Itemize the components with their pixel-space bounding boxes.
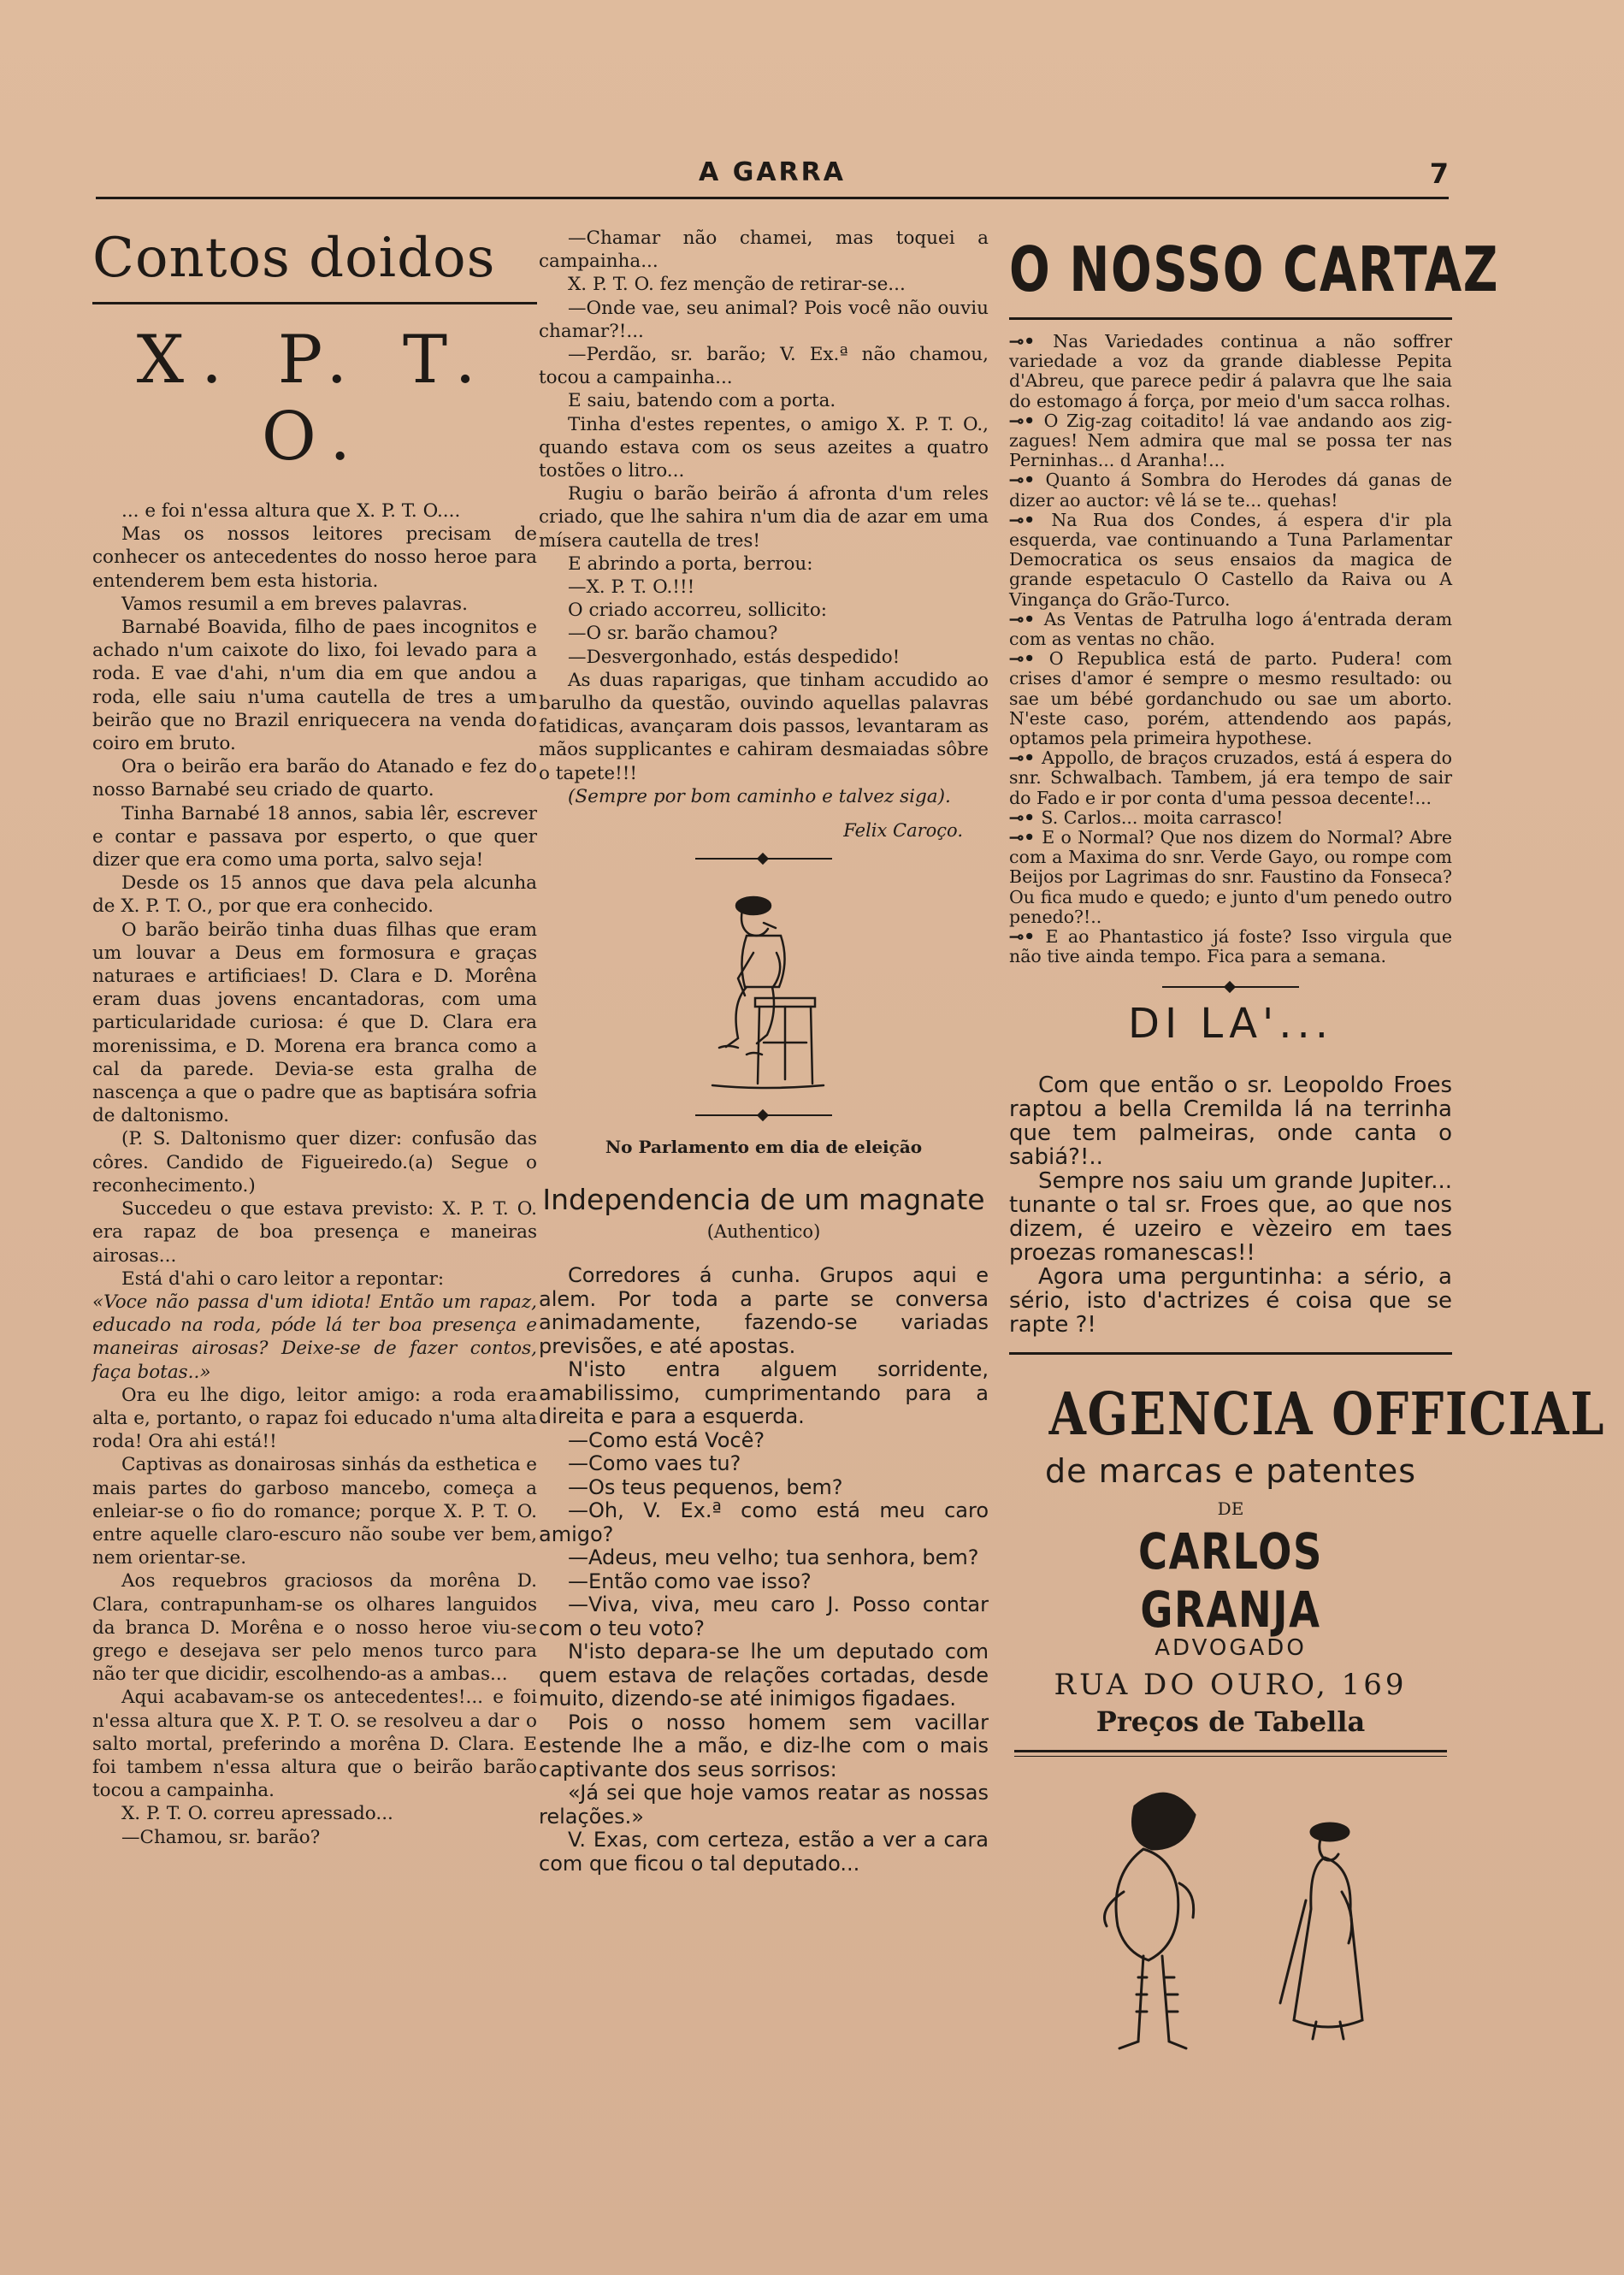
advertisement [1009,1380,1606,1757]
paragraph: —Chamar não chamei, mas toquei a campainha... [539,228,989,273]
ad-de: DE [1217,1498,1244,1519]
paragraph: —Viva, viva, meu caro J. Posso contar com o teu voto? [539,1592,989,1640]
pointer-icon: ⊸• [1009,648,1049,670]
cartaz-item: ⊸• Na Rua dos Condes, á espera d'ir pla esquerda, vae continuando a Tuna Parlamentar Democratica os seus ensaios da magica de grande espetaculo O Castello da Raiva ou A Vingança do Grão-Turco. [1009,509,1452,610]
page-header [96,157,1449,199]
column-contos-doidos [92,227,537,1849]
pointer-icon: ⊸• [1009,827,1042,848]
paragraph: Ora o beirão era barão do Atanado e fez do nosso Barnabé seu criado de quarto. [92,756,537,801]
ornament-divider [695,858,832,860]
column-middle [539,227,989,1876]
ornament-divider [1162,986,1299,988]
paragraph: X. P. T. O. fez menção de retirar-se... [568,274,906,296]
paragraph: Ora eu lhe digo, leitor amigo: a roda era alta e, portanto, o rapaz foi educado n'uma alta roda! Ora ahi está!! [92,1384,537,1453]
pointer-icon: ⊸• [1009,470,1046,491]
column-cartaz [1009,227,1606,2080]
pointer-icon: ⊸• [1009,410,1044,431]
paragraph: Com que então o sr. Leopoldo Froes raptou a bella Cremilda lá na terrinha que tem palmeiras, onde canta o sabiá?!.. [1009,1072,1452,1170]
paragraph: —Onde vae, seu animal? Pois você não ouviu chamar?!... [539,297,989,342]
paragraph: Mas os nossos leitores precisam de conhecer os antecedentes do nosso heroe para entenderem bem esta historia. [92,523,537,592]
paragraph: Vamos resumil a em breves palavras. [121,593,468,615]
seated-man-illustration [627,872,901,1102]
paragraph: Aqui acabavam-se os antecedentes!... e foi n'essa altura que X. P. T. O. se resolveu a dar o salto mortal, preferindo a morêna D. Clara. E foi tambem n'essa altura que o beirão barão tocou a campainha. [92,1687,537,1802]
ad-role: ADVOGADO [1155,1634,1307,1661]
cartaz-item: ⊸• Appollo, de braços cruzados, está á espera do snr. Schwalbach. Tambem, já era tempo de sair do Fado e ir por conta d'uma pessoa decente!... [1009,748,1452,808]
paragraph: O criado accorreu, sollicito: [568,600,828,622]
paragraph: V. Exas, com certeza, estão a ver a cara com que ficou o tal deputado... [539,1828,989,1876]
paragraph: Desde os 15 annos que dava pela alcunha de X. P. T. O., por que era conhecido. [92,872,537,918]
illustration-caption: No Parlamento em dia de eleição [605,1137,923,1158]
paragraph: «Já sei que hoje vamos reatar as nossas relações.» [539,1781,989,1829]
paragraph: —Oh, V. Ex.ª como está meu caro amigo? [539,1498,989,1546]
section-title-cartaz: O NOSSO CARTAZ [1009,233,1500,305]
pointer-icon: ⊸• [1009,926,1046,948]
paragraph: Corredores á cunha. Grupos aqui e alem. Por toda a parte se conversa animadamente, fazendo-se variadas previsões, e até apostas. [539,1263,989,1358]
paragraph: O barão beirão tinha duas filhas que eram um louvar a Deus em formosura e graças naturaes e artificiaes! D. Clara e D. Morêna eram duas jovens encantadoras, com uma particularidade curiosa: é que D. Clara era morenissima, e D. Morena era branca como a cal da parede. Devia-se esta gralha de nascença a que o padre que as baptisára sofria de daltonismo. [92,919,537,1127]
cartaz-item: ⊸• O Zig-zag coitadito! lá vae andando aos zig-zagues! Nem admira que mal se possa ter nas Perninhas... d Aranha!... [1009,410,1452,471]
paragraph: —Como vaes tu? [568,1451,741,1476]
author-signature: Felix Caroço. [843,820,963,842]
paragraph: Sempre nos saiu um grande Jupiter... tunante o tal sr. Froes que, ao que nos dizem, é uzeiro e vèzeiro em taes proezas romanescas!! [1009,1167,1452,1266]
paragraph: —Como está Você? [568,1427,765,1452]
pointer-icon: ⊸• [1009,807,1042,828]
paragraph: N'isto entra alguem sorridente, amabilissimo, cumprimentando para a direita e para a esquerda. [539,1357,989,1429]
page-number: 7 [1429,157,1449,190]
ad-precos: Preços de Tabella [1095,1705,1366,1738]
paragraph: —X. P. T. O.!!! [568,576,695,599]
cartaz-item: ⊸• E ao Phantastico já foste? Isso virgula que não tive ainda tempo. Fica para a semana. [1009,926,1453,967]
paragraph: E saiu, batendo com a porta. [568,390,836,412]
ad-marcas: de marcas e patentes [1044,1451,1417,1490]
paragraph: X. P. T. O. correu apressado... [121,1803,393,1825]
paragraph: Rugiu o barão beirão á afronta d'um reles criado, que lhe sahira n'um dia de azar em uma mísera cautella de tres! [539,483,989,552]
article-body [539,1264,989,1876]
paragraph: (P. S. Daltonismo quer dizer: confusão das côres. Candido de Figueiredo.(a) Segue o reconhecimento.) [92,1128,537,1197]
paragraph: As duas raparigas, que tinham accudido ao barulho da questão, ouvindo aquellas palavras fatidicas, avançaram dois passos, levantaram as mãos supplicantes e cahiram desmaiadas sôbre o tapete!!! [539,669,989,784]
divider [1009,317,1452,320]
paragraph: Succedeu o que estava previsto: X. P. T. O. era rapaz de boa presença e maneiras airosas... [92,1198,537,1267]
pointer-icon: ⊸• [1009,509,1052,530]
section-title-dila: DI LA'... [1127,999,1334,1048]
paper-name: A GARRA [699,157,846,187]
ornament-divider [695,1114,832,1116]
two-figures-illustration [1042,1772,1419,2080]
paragraph: Aos requebros graciosos da morêna D. Clara, contrapunham-se os olhares languidos da branca D. Morêna e o nosso heroe viu-se grego e desejava ser pelo menos turco para não ter que dicidir, escolhendo-as a ambas... [92,1570,537,1686]
ad-agency: AGENCIA OFFICIAL [1048,1380,1606,1449]
paragraph: —Então como vae isso? [568,1569,812,1593]
paragraph-quote: «Voce não passa d'um idiota! Então um rapaz, educado na roda, póde lá ter boa presença e maneiras airosas? Deixe-se de fazer contos, faça botas..» [92,1291,537,1383]
article-subtitle: (Authentico) [706,1221,821,1243]
paragraph: ... e foi n'essa altura que X. P. T. O.... [121,500,461,522]
paragraph: Está d'ahi o caro leitor a repontar: [121,1268,445,1290]
pointer-icon: ⊸• [1009,748,1042,769]
ad-address: RUA DO OURO, 169 [1054,1667,1408,1702]
cartaz-item: ⊸• O Republica está de parto. Pudera! com crises d'amor é sempre o mesmo resultado: ou sae um bébé gordanchudo ou sae um aborto. N'este caso, porém, attendendo aos papás, optamos pela primeira hypothese. [1009,648,1452,749]
paragraph: Pois o nosso homem sem vacillar estende lhe a mão, e diz-lhe com o mais captivante dos seus sorrisos: [539,1710,989,1782]
paragraph: Barnabé Boavida, filho de paes incognitos e achado n'um caixote do lixo, foi levado para a roda. E vae d'ahi, n'um dia em que andou a roda, elle saiu n'uma cautella de tres a um beirão que no Brazil enriquecera na venda do coiro em bruto. [92,617,537,755]
ad-name: CARLOS GRANJA [1137,1522,1324,1639]
story-subtitle: X. P. T. O. [136,322,493,476]
paragraph-continuation-note: (Sempre por bom caminho e talvez siga). [568,785,951,807]
divider [1009,1352,1452,1355]
cartaz-item: ⊸• S. Carlos... moita carrasco! [1009,807,1284,828]
paragraph: Tinha Barnabé 18 annos, sabia lêr, escrever e contar e passava por esperto, o que quer dizer que era como uma porta, salvo seja! [92,802,537,872]
paragraph: —Chamou, sr. barão? [121,1826,321,1848]
cartaz-item: ⊸• E o Normal? Que nos dizem do Normal? Abre com a Maxima do snr. Verde Gayo, ou rompe com Beijos por Lagrimas do snr. Faustino da Fonseca? Ou fica mudo e quedo; e junto d'um penedo outro penedo?!.. [1009,827,1453,927]
cartaz-item: ⊸• Nas Variedades continua a não soffrer variedade a voz da grande diablesse Pepita d'Abreu, que parece pedir á palavra que lhe saia do estomago á força, por meio d'um sacca rolhas. [1009,331,1452,411]
pointer-icon: ⊸• [1009,331,1054,352]
pointer-icon: ⊸• [1009,608,1044,629]
paragraph: —O sr. barão chamou? [568,623,778,645]
paragraph: —Os teus pequenos, bem? [568,1474,843,1499]
story-title: Contos doidos [92,227,496,290]
article-title: Independencia de um magnate [542,1183,985,1217]
paragraph: Tinha d'estes repentes, o amigo X. P. T. O., quando estava com os seus azeites a quatro tostões o litro... [539,413,989,482]
ad-bottom-rule [1014,1750,1447,1757]
dila-body [1009,1073,1452,1337]
paragraph: —Perdão, sr. barão; V. Ex.ª não chamou, tocou a campainha... [539,344,989,389]
paragraph: —Desvergonhado, estás despedido! [568,646,901,668]
cartaz-item: ⊸• Quanto á Sombra do Herodes dá ganas de dizer ao auctor: vê lá se te... quehas! [1009,470,1452,511]
paragraph: E abrindo a porta, berrou: [568,552,813,575]
paragraph: —Adeus, meu velho; tua senhora, bem? [568,1545,979,1570]
paragraph: N'isto depara-se lhe um deputado com quem estava de relações cortadas, desde muito, dizendo-se até inimigos figadaes. [539,1640,989,1711]
paragraph: Agora uma perguntinha: a sério, a sério, isto d'actrizes é coisa que se rapte ?! [1009,1263,1452,1338]
paragraph: Captivas as donairosas sinhás da esthetica e mais partes do garboso mancebo, começa a enleiar-se o fio do romance; porque X. P. T. O. entre aquelle claro-escuro não soube ver bem, nem orientar-se. [92,1454,537,1569]
cartaz-item: ⊸• As Ventas de Patrulha logo á'entrada deram com as ventas no chão. [1009,608,1453,650]
divider [92,302,537,304]
